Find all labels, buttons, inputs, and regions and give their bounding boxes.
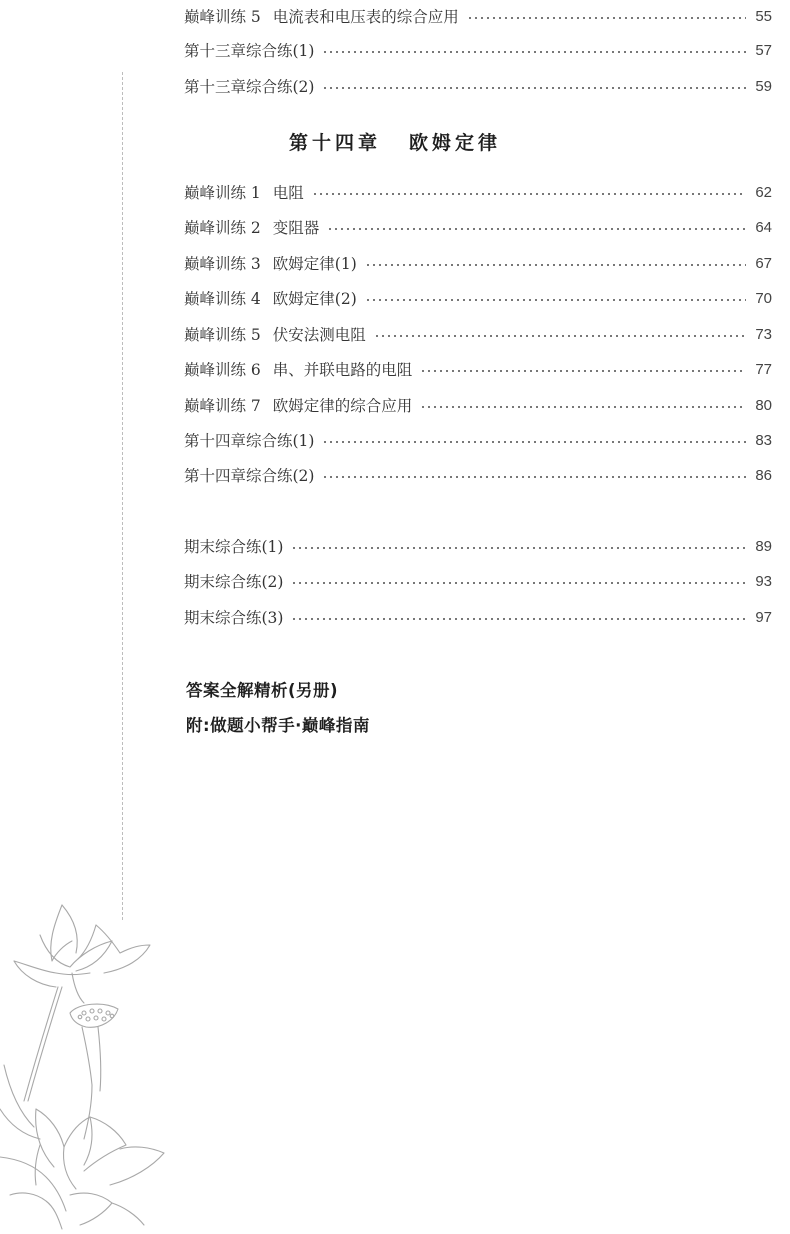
toc-entry-label: 期末综合练(1): [184, 538, 284, 556]
leader-dots: [291, 618, 746, 620]
leader-dots: [365, 264, 746, 266]
toc-page-number: 97: [755, 608, 772, 626]
toc-page-number: 89: [755, 537, 772, 555]
toc-page-number: 70: [755, 289, 772, 307]
toc-entry[interactable]: [184, 215, 772, 239]
answers-booklet-note[interactable]: 答案全解精析(另册): [186, 681, 339, 700]
appendix-guide-note[interactable]: 附:做题小帮手·巅峰指南: [186, 716, 370, 735]
leader-dots: [322, 476, 746, 478]
leader-dots: [420, 370, 746, 372]
leader-dots: [291, 547, 746, 549]
leader-dots: [291, 582, 746, 584]
chapter-heading: [0, 128, 790, 155]
leader-dots: [467, 17, 746, 19]
toc-entry[interactable]: [184, 534, 772, 558]
toc-page-number: 86: [755, 466, 772, 484]
toc-entry[interactable]: [184, 393, 772, 417]
toc-page-number: 64: [755, 218, 772, 236]
toc-entry[interactable]: [184, 605, 772, 629]
toc-page-number: 62: [755, 183, 772, 201]
toc-entry-label: 第十三章综合练(2): [184, 78, 315, 96]
toc-entry-label: 巅峰训练 5 电流表和电压表的综合应用: [184, 8, 459, 26]
lotus-illustration-icon: [0, 895, 170, 1234]
leader-dots: [322, 51, 746, 53]
toc-page-number: 67: [755, 254, 772, 272]
toc-page-number: 80: [755, 396, 772, 414]
toc-page-number: 73: [755, 325, 772, 343]
toc-page-number: 59: [755, 77, 772, 95]
toc-entry-label: 巅峰训练 2 变阻器: [184, 219, 320, 237]
toc-page-number: 57: [755, 41, 772, 59]
toc-entry[interactable]: [184, 428, 772, 452]
toc-entry-label: 巅峰训练 5 伏安法测电阻: [184, 326, 366, 344]
toc-entry[interactable]: [184, 322, 772, 346]
leader-dots: [420, 406, 746, 408]
toc-entry[interactable]: [184, 180, 772, 204]
toc-entry[interactable]: [184, 74, 772, 98]
toc-entry[interactable]: [184, 38, 772, 62]
toc-page-number: 83: [755, 431, 772, 449]
leader-dots: [365, 299, 746, 301]
toc-entry-label: 第十四章综合练(2): [184, 467, 315, 485]
toc-entry-label: 巅峰训练 1 电阻: [184, 184, 304, 202]
leader-dots: [312, 193, 746, 195]
margin-dashed-line: [122, 72, 123, 920]
toc-entry-label: 第十四章综合练(1): [184, 432, 315, 450]
toc-entry-label: 巅峰训练 6 串、并联电路的电阻: [184, 361, 413, 379]
leader-dots: [322, 87, 746, 89]
toc-entry[interactable]: [184, 463, 772, 487]
leader-dots: [322, 441, 746, 443]
toc-entry-label: 期末综合练(2): [184, 573, 284, 591]
leader-dots: [374, 335, 746, 337]
toc-entry-label: 巅峰训练 4 欧姆定律(2): [184, 290, 357, 308]
toc-entry[interactable]: [184, 4, 772, 28]
toc-entry-label: 期末综合练(3): [184, 609, 284, 627]
toc-entry[interactable]: [184, 286, 772, 310]
chapter-name: 欧姆定律: [409, 132, 502, 154]
toc-page-number: 77: [755, 360, 772, 378]
toc-entry[interactable]: [184, 569, 772, 593]
leader-dots: [327, 228, 746, 230]
chapter-number: 第十四章: [288, 132, 381, 154]
toc-entry-label: 巅峰训练 7 欧姆定律的综合应用: [184, 397, 413, 415]
toc-page-number: 55: [755, 7, 772, 25]
toc-entry[interactable]: [184, 357, 772, 381]
toc-page-number: 93: [755, 572, 772, 590]
toc-entry-label: 巅峰训练 3 欧姆定律(1): [184, 255, 357, 273]
toc-entry-label: 第十三章综合练(1): [184, 42, 315, 60]
toc-entry[interactable]: [184, 251, 772, 275]
